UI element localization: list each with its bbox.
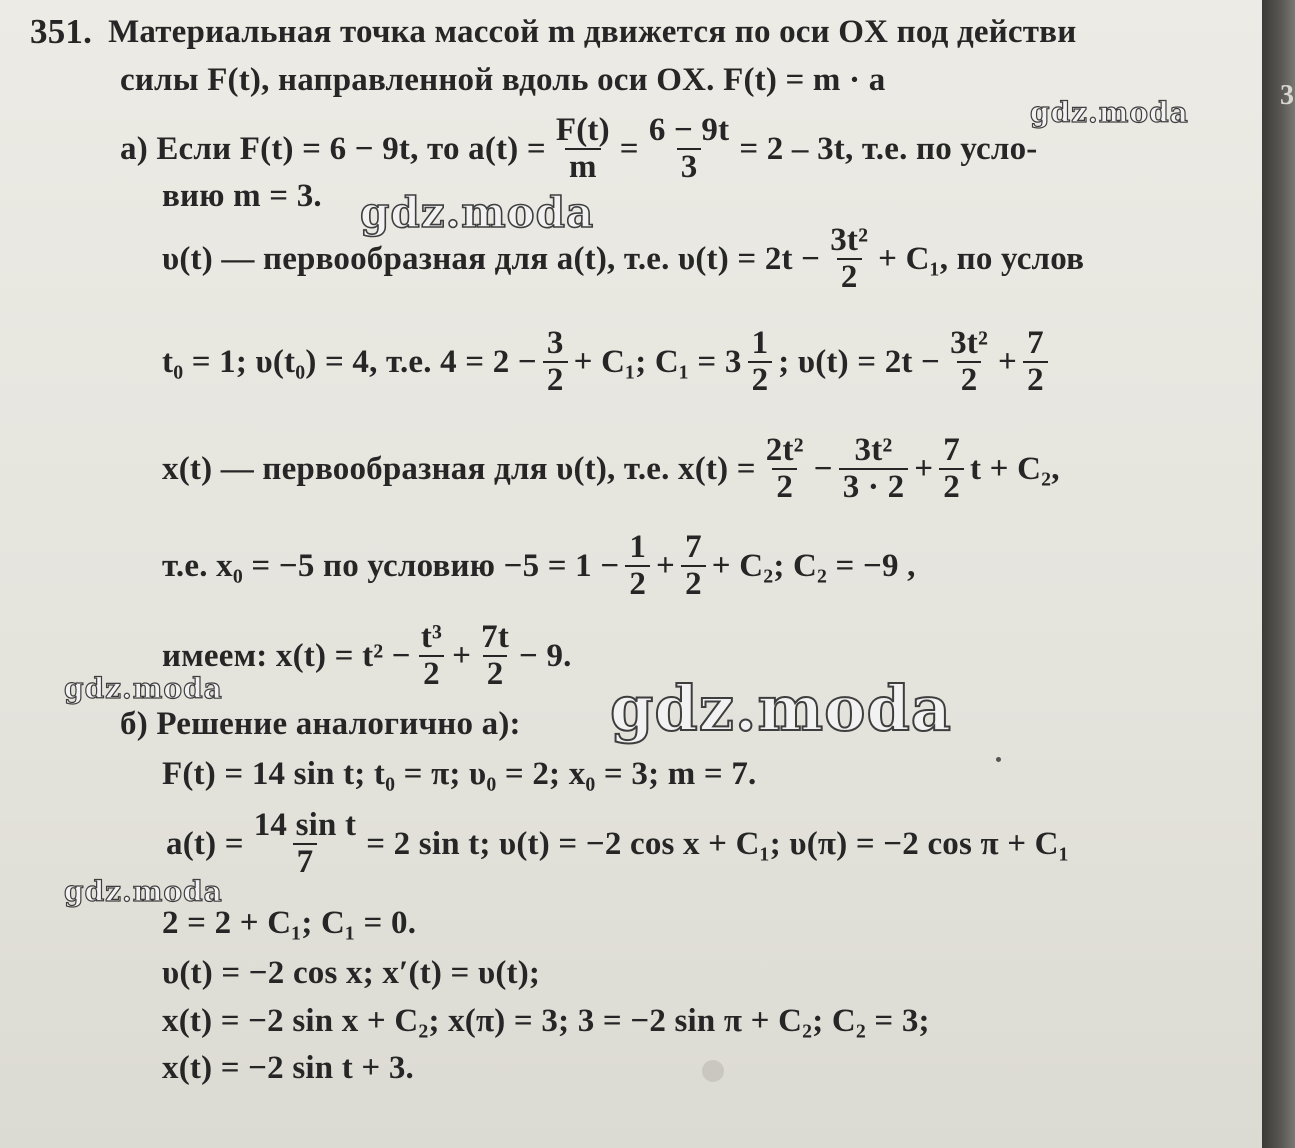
text: + C₁, по услов: [878, 240, 1085, 277]
watermark: gdz.moda: [610, 672, 952, 745]
numerator: 7: [1027, 325, 1044, 362]
paper-speck: [702, 1060, 724, 1082]
numerator: 14 sin t: [253, 807, 357, 844]
text: a(t) =: [166, 825, 244, 862]
fraction-7-over-2: [1023, 326, 1048, 397]
text: = 2 sin t; υ(t) = −2 cos x + C₁; υ(π) = −2 cos π + C₁: [366, 825, 1069, 862]
part-a-line-4: [162, 318, 1054, 406]
problem-number: 351.: [30, 12, 93, 51]
numerator: t³: [420, 619, 443, 656]
part-b-line-7: x(t) = −2 sin t + 3.: [162, 1050, 414, 1086]
text: υ(t) — первообразная для a(t), т.е. υ(t) = 2t −: [162, 240, 821, 277]
fraction-3t2-over-3x2: [839, 433, 909, 504]
part-a-line-6: [162, 522, 916, 610]
numerator: 2t²: [765, 432, 804, 469]
problem-line-1: Материальная точка массой m движется по оси OX под действи: [108, 13, 1077, 50]
part-a-line-2: вию m = 3.: [162, 178, 322, 214]
fraction-7t-over-2: [477, 620, 513, 691]
text: −: [813, 450, 833, 487]
part-b-line-1: б) Решение аналогично а):: [120, 706, 521, 742]
numerator: 3: [546, 325, 564, 362]
denominator: 2: [419, 655, 444, 692]
fraction-6-9t-over-3: [645, 113, 734, 184]
part-a-line-3: [162, 215, 1084, 303]
watermark: gdz.moda: [1030, 96, 1189, 129]
fraction-7-over-2: [681, 530, 706, 601]
denominator: 2: [625, 565, 650, 602]
denominator: 2: [1023, 361, 1048, 398]
text: t + C₂,: [970, 450, 1060, 487]
watermark: gdz.moda: [64, 672, 223, 705]
fraction-3-over-2: [543, 326, 568, 397]
text: +: [914, 450, 934, 487]
part-b-line-2: F(t) = 14 sin t; t₀ = π; υ₀ = 2; x₀ = 3; m = 7.: [162, 756, 757, 792]
numerator: 7: [943, 432, 960, 469]
numerator: F(t): [555, 112, 610, 149]
part-b-line-3: [166, 800, 1069, 888]
denominator: 2: [772, 468, 797, 505]
text: =: [619, 130, 639, 167]
fraction-7-over-2: [939, 433, 964, 504]
watermark: gdz.moda: [64, 875, 223, 908]
denominator: 2: [681, 565, 706, 602]
text: + C₂; C₂ = −9 ,: [711, 547, 916, 584]
part-b-line-5: υ(t) = −2 cos x; x′(t) = υ(t);: [162, 955, 541, 991]
text: − 9.: [519, 637, 572, 674]
text: +: [998, 343, 1018, 380]
numerator: 3t²: [854, 432, 893, 469]
part-b-line-4: 2 = 2 + C₁; C₁ = 0.: [162, 905, 417, 941]
numerator: 3t²: [950, 325, 989, 362]
denominator: 7: [293, 843, 318, 880]
text: +: [656, 547, 676, 584]
fraction-14sint-over-7: [250, 808, 360, 879]
fraction-3t2-over-2: [946, 326, 992, 397]
text: а) Если F(t) = 6 − 9t, то a(t) =: [120, 130, 546, 167]
fraction-2t2-over-2: [762, 433, 808, 504]
denominator: 2: [748, 361, 773, 398]
text: + C₁; C₁ = 3: [573, 343, 742, 380]
fraction-1-over-2: [625, 530, 650, 601]
numerator: 1: [629, 529, 647, 566]
part-b-line-6: x(t) = −2 sin x + C₂; x(π) = 3; 3 = −2 sin π + C₂; C₂ = 3;: [162, 1003, 930, 1039]
numerator: 7: [685, 529, 702, 566]
watermark: gdz.moda: [360, 188, 595, 237]
denominator: m: [565, 148, 601, 185]
text: x(t) — первообразная для υ(t), т.е. x(t) =: [162, 450, 756, 487]
numerator: 6 − 9t: [648, 112, 730, 149]
text: t₀ = 1; υ(t₀) = 4, т.е. 4 = 2 −: [162, 343, 537, 380]
text: ; υ(t) = 2t −: [778, 343, 941, 380]
denominator: 3: [677, 148, 702, 185]
part-a-line-7: [162, 612, 572, 700]
problem-header: [30, 12, 1076, 52]
problem-line-2: силы F(t), направленной вдоль оси OX. F(t) = m · a: [120, 62, 886, 98]
text: = 2 – 3t, т.е. по усло-: [739, 130, 1038, 167]
part-a-line-5: [162, 425, 1060, 513]
text: +: [452, 637, 472, 674]
fraction-1-over-2: [748, 326, 773, 397]
numerator: 3t²: [830, 222, 869, 259]
numerator: 7t: [481, 619, 510, 656]
numerator: 1: [751, 325, 769, 362]
fraction-t3-over-2: [417, 620, 446, 691]
text: т.е. x₀ = −5 по условию −5 = 1 −: [162, 547, 620, 584]
fraction-f-over-m: [552, 113, 614, 184]
spine-mark: 3: [1280, 80, 1294, 111]
paper-speck: [996, 757, 1001, 762]
fraction-3t2-over-2: [826, 223, 872, 294]
denominator: 2: [543, 361, 568, 398]
denominator: 3 · 2: [839, 468, 909, 505]
book-spine: [1262, 0, 1295, 1148]
denominator: 2: [837, 258, 862, 295]
denominator: 2: [483, 655, 508, 692]
denominator: 2: [957, 361, 982, 398]
text: имеем: x(t) = t² −: [162, 637, 411, 674]
denominator: 2: [939, 468, 964, 505]
